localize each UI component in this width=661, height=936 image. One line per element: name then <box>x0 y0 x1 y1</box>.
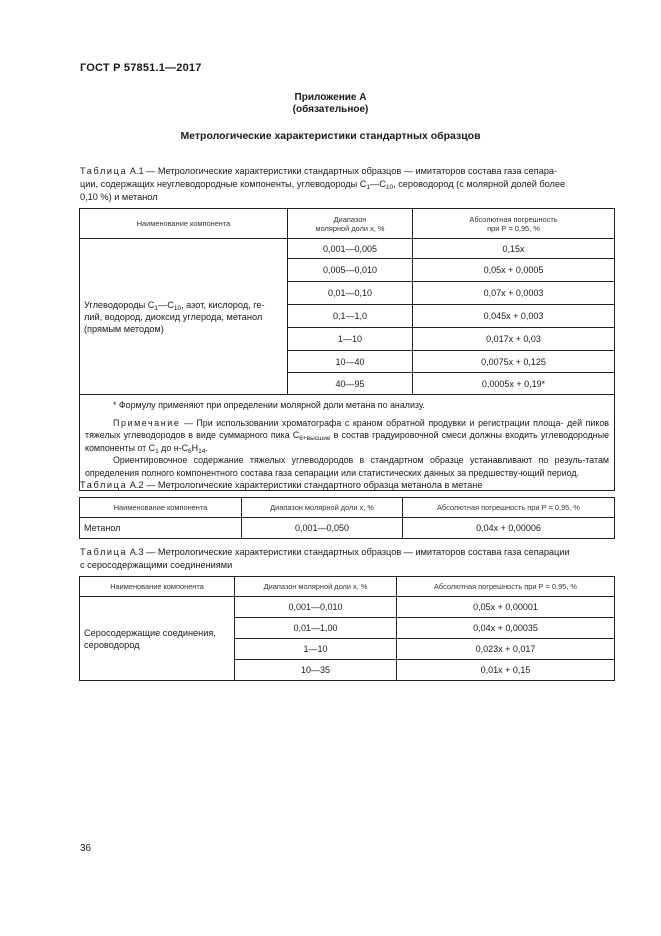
table1-label: Таблица <box>80 166 128 176</box>
appendix-title: Приложение А <box>294 92 367 103</box>
table-row-range: 0,01—0,10 <box>288 282 413 305</box>
table-row-range: 1—10 <box>235 639 397 660</box>
table-row-range: 10—35 <box>235 660 397 681</box>
table-row-range: 0,01—1,00 <box>235 618 397 639</box>
section-title: Метрологические характеристики стандартных образцов <box>180 130 481 142</box>
table2-caption: Таблица А.2 — Метрологические характеристики стандартного образца метанола в метане <box>80 480 483 490</box>
table1-header-component: Наименование компонента <box>80 209 288 239</box>
table3-header-range: Диапазон молярной доли х, % <box>235 577 397 597</box>
table1-header-error: Абсолютная погрешность при Р = 0,95, % <box>413 209 615 239</box>
table-row-error: 0,01x + 0,15 <box>397 660 615 681</box>
table-row-error: 0,07x + 0,0003 <box>413 282 615 305</box>
table-a3 <box>79 576 615 681</box>
table3-header-error: Абсолютная погрешность при Р = 0,95, % <box>397 577 615 597</box>
page-number: 36 <box>80 843 92 854</box>
table-row-range: 0,1—1,0 <box>288 305 413 328</box>
table-row-error: 0,05x + 0,0005 <box>413 259 615 282</box>
table-a2 <box>79 497 615 539</box>
table3-component-cell: Серосодержащие соединения, сероводород <box>80 597 235 681</box>
appendix-subtitle: (обязательное) <box>292 104 369 115</box>
table-row-error: 0,04x + 0,00035 <box>397 618 615 639</box>
table-row-error: 0,017x + 0,03 <box>413 328 615 351</box>
table-row-error: 0,0005x + 0,19* <box>413 373 615 395</box>
table-row-error: 0,15x <box>413 239 615 259</box>
table-a1 <box>79 208 615 491</box>
table2-header-range: Диапазон молярной доли х, % <box>242 498 403 518</box>
table-row-error: 0,045x + 0,003 <box>413 305 615 328</box>
table2-header-component: Наименование компонента <box>80 498 242 518</box>
table2-header-error: Абсолютная погрешность при Р = 0,95, % <box>403 498 615 518</box>
table3-header-component: Наименование компонента <box>80 577 235 597</box>
table-row-range: 1—10 <box>288 328 413 351</box>
table1-note: Примечание — При использовании хроматографа с краном обратной продувки и регистрации площа- дей пиков тяжелых углеводородов в виде суммарного пика $С_{6+высшие}$ в состав градуировочной смеси должны входить углеводородные компоненты от $С_1$ до $н-С_6Н_{14}$. <box>85 417 610 455</box>
table3-caption: Таблица А.3 — Метрологические характеристики стандартных образцов — имитаторов состава газа сепарации с серосодержащими соединениями <box>80 547 570 570</box>
table-row-error: 0,0075x + 0,125 <box>413 351 615 373</box>
table3-label: Таблица <box>80 547 128 557</box>
table-row-range: 0,001—0,010 <box>235 597 397 618</box>
table-row-range: 0,001—0,050 <box>242 518 403 539</box>
table-row-range: 10—40 <box>288 351 413 373</box>
table-row-error: 0,05x + 0,00001 <box>397 597 615 618</box>
table1-footnote: * Формулу применяют при определении молярной доли метана по анализу. <box>113 400 425 410</box>
table2-label: Таблица <box>80 480 128 490</box>
table-row-range: 0,001—0,005 <box>288 239 413 259</box>
table-row-range: 40—95 <box>288 373 413 395</box>
table1-component-cell: Углеводороды $С_1—С_{10}$, азот, кислород, ге- лий, водород, диоксид углерода, метанол (прямым методом) <box>80 239 288 395</box>
table-row-error: 0,04x + 0,00006 <box>403 518 615 539</box>
table1-header-range: Диапазон молярной доли х, % <box>288 209 413 239</box>
table-row-range: 0,005—0,010 <box>288 259 413 282</box>
table-row-component: Метанол <box>80 518 242 539</box>
table-row-error: 0,023x + 0,017 <box>397 639 615 660</box>
table1-caption: Таблица А.1 — Метрологические характеристики стандартных образцов — имитаторов состава газа сепара- ции, содержащих неуглеводородные компоненты, углеводороды $С_1—С_{10}$, сероводород (с молярной долей более 0,10 %) и метанол <box>80 166 566 202</box>
document-code: ГОСТ Р 57851.1—2017 <box>80 62 202 74</box>
table1-notes <box>80 395 615 491</box>
table1-note2: Ориентировочное содержание тяжелых углеводородов в стандартном образце устанавливают по резуль-татам определения полного компонентного состава газа сепарации или статистических данных за предшеству-ющий период. <box>85 455 609 478</box>
